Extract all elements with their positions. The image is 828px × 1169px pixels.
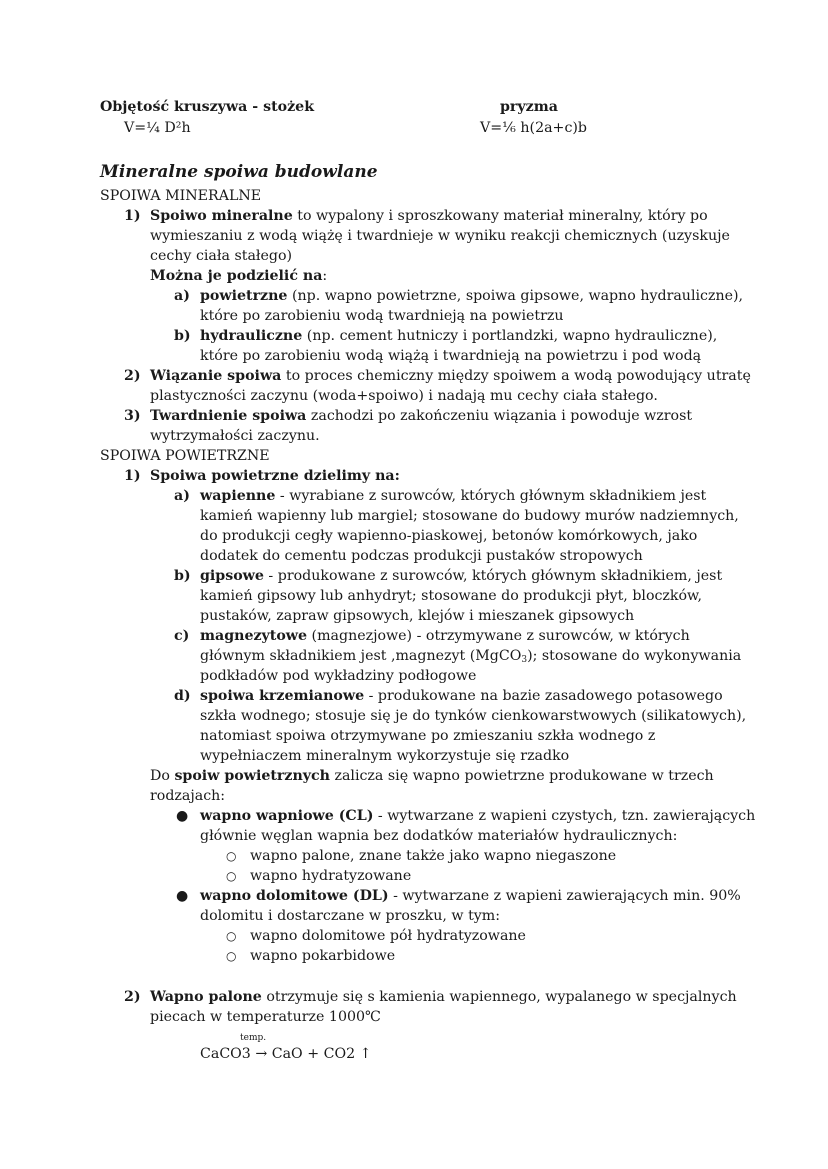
air-heading: SPOIWA POWIETRZNE xyxy=(100,448,270,464)
air-c-label: c) xyxy=(174,628,190,644)
circle-bullet-icon: ○ xyxy=(226,849,237,863)
temp-label: temp. xyxy=(240,1033,267,1043)
bullet-icon: ● xyxy=(176,888,189,904)
mineral-item-2: Wiązanie spoiwa to proces chemiczny między spoiwem a wodą powodujący utratę xyxy=(150,368,751,384)
mineral-item-1-line-2: wymieszaniu z wodą wiążę i twardnieje w wyniku reakcji chemicznych (uzyskuje xyxy=(150,228,730,244)
mineral-item-2-line-2: plastyczności zaczynu (woda+spoiwo) i nadają mu cechy ciała stałego. xyxy=(150,388,658,404)
air-item-1-number: 1) xyxy=(124,468,141,484)
air-c: magnezytowe (magnezjowe) - otrzymywane z surowców, w których xyxy=(200,628,690,644)
air-b: gipsowe - produkowane z surowców, których głównym składnikiem, jest xyxy=(200,568,723,584)
mineral-b-line-2: które po zarobieniu wodą wiążą i twardnieją na powietrzu i pod wodą xyxy=(200,348,702,364)
air-d-label: d) xyxy=(174,688,191,704)
mineral-a-label: a) xyxy=(174,288,190,304)
air-c-line-2: głównym składnikiem jest ,magnezyt (MgCO$_3$); stosowane do wykonywania xyxy=(200,648,742,665)
mineral-b-label: b) xyxy=(174,328,191,344)
air-a: wapienne - wyrabiane z surowców, których głównym składnikiem jest xyxy=(200,488,707,504)
air-b-line-2: kamień gipsowy lub anhydryt; stosowane do produkcji płyt, bloczków, xyxy=(200,588,703,604)
mineral-heading: SPOIWA MINERALNE xyxy=(100,188,262,204)
air-item-1: Spoiwa powietrzne dzielimy na: xyxy=(150,468,400,484)
section-title: Mineralne spoiwa budowlane xyxy=(100,162,378,182)
lime-dl-sub-2: wapno pokarbidowe xyxy=(250,948,396,964)
lime-cl-sub-1: wapno palone, znane także jako wapno niegaszone xyxy=(250,848,617,864)
circle-bullet-icon: ○ xyxy=(226,929,237,943)
lime-cl: wapno wapniowe (CL) - wytwarzane z wapieni czystych, tzn. zawierających xyxy=(200,808,756,824)
air-a-line-2: kamień wapienny lub margiel; stosowane do budowy murów nadziemnych, xyxy=(200,508,739,524)
bullet-icon: ● xyxy=(176,808,189,824)
stozek-formula: V=¼ D²h xyxy=(124,120,191,136)
air-d-line-2: szkła wodnego; stosuje się je do tynków cienkowarstwowych (silikatowych), xyxy=(200,708,747,724)
lime-cl-line-2: głównie węglan wapnia bez dodatków materiałów hydraulicznych: xyxy=(200,828,678,844)
lime-intro: Do spoiw powietrznych zalicza się wapno powietrzne produkowane w trzech xyxy=(150,768,714,784)
air-d-line-3: natomiast spoiwa otrzymywane po zmieszaniu szkła wodnego z xyxy=(200,728,656,744)
air-d: spoiwa krzemianowe - produkowane na bazie zasadowego potasowego xyxy=(200,688,723,704)
mineral-item-3-number: 3) xyxy=(124,408,141,424)
air-d-line-4: wypełniaczem mineralnym wykorzystuje się rzadko xyxy=(200,748,570,764)
mineral-b: hydrauliczne (np. cement hutniczy i portlandzki, wapno hydrauliczne), xyxy=(200,328,718,344)
pryzma-label: pryzma xyxy=(500,99,558,115)
lime-dl: wapno dolomitowe (DL) - wytwarzane z wapieni zawierających min. 90% xyxy=(200,888,741,904)
air-a-label: a) xyxy=(174,488,190,504)
lime-cl-sub-2: wapno hydratyzowane xyxy=(250,868,412,884)
air-a-line-3: do produkcji cegły wapienno-piaskowej, betonów komórkowych, jako xyxy=(200,528,698,544)
air-c-line-3: podkładów pod wykładziny podłogowe xyxy=(200,668,477,684)
mineral-item-3-line-2: wytrzymałości zaczynu. xyxy=(150,428,320,444)
lime-intro-line-2: rodzajach: xyxy=(150,788,226,804)
mineral-item-1-number: 1) xyxy=(124,208,141,224)
air-a-line-4: dodatek do cementu podczas produkcji pustaków stropowych xyxy=(200,548,643,564)
air-b-line-3: pustaków, zapraw gipsowych, klejów i mieszanek gipsowych xyxy=(200,608,635,624)
mineral-divide-intro: Można je podzielić na: xyxy=(150,268,328,284)
air-b-label: b) xyxy=(174,568,191,584)
mineral-a: powietrzne (np. wapno powietrzne, spoiwa gipsowe, wapno hydrauliczne), xyxy=(200,288,744,304)
mineral-item-3: Twardnienie spoiwa zachodzi po zakończeniu wiązania i powoduje wzrost xyxy=(150,408,693,424)
pryzma-formula: V=⅙ h(2a+c)b xyxy=(480,120,588,136)
mineral-a-line-2: które po zarobieniu wodą twardnieją na powietrzu xyxy=(200,308,564,324)
mineral-item-2-number: 2) xyxy=(124,368,141,384)
air-item-2: Wapno palone otrzymuje się s kamienia wapiennego, wypalanego w specjalnych xyxy=(150,989,737,1005)
circle-bullet-icon: ○ xyxy=(226,869,237,883)
air-item-2-line-2: piecach w temperaturze 1000℃ xyxy=(150,1009,381,1025)
lime-dl-sub-1: wapno dolomitowe pół hydratyzowane xyxy=(250,928,526,944)
mineral-item-1: Spoiwo mineralne to wypalony i sproszkowany materiał mineralny, który po xyxy=(150,208,708,224)
reaction-equation: CaCO3 → CaO + CO2 ↑ xyxy=(200,1046,372,1062)
lime-dl-line-2: dolomitu i dostarczane w proszku, w tym: xyxy=(200,908,501,924)
stozek-label: Objętość kruszywa - stożek xyxy=(100,99,315,115)
mineral-item-1-line-3: cechy ciała stałego) xyxy=(150,248,293,264)
circle-bullet-icon: ○ xyxy=(226,949,237,963)
air-item-2-number: 2) xyxy=(124,989,141,1005)
